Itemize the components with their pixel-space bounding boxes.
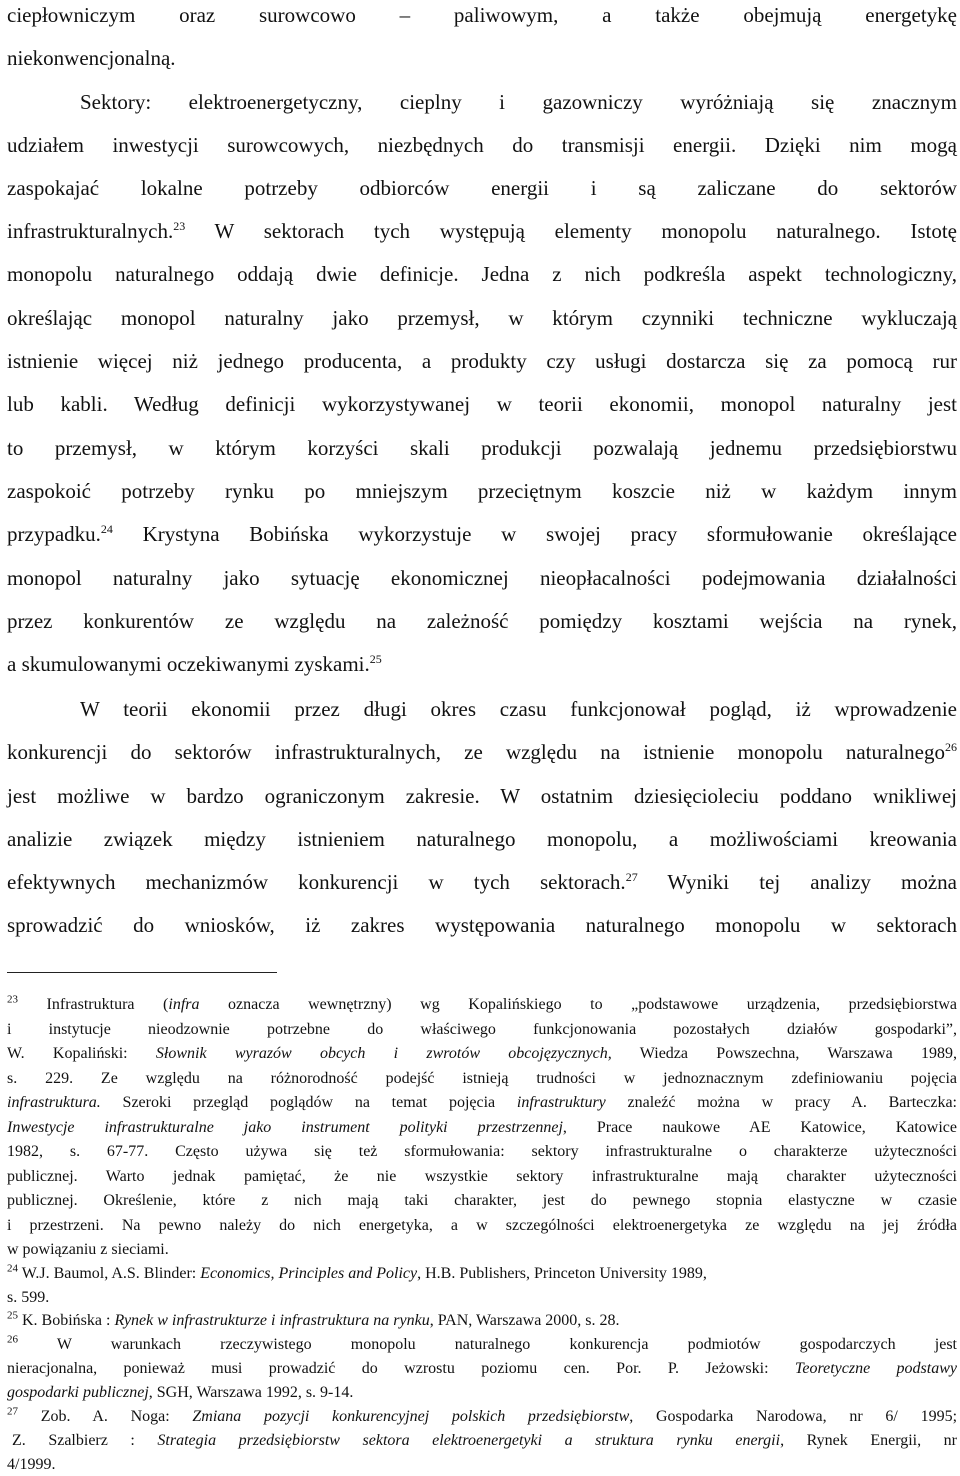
body-line-7: monopolu naturalnego oddają dwie definicje. Jedna z nich podkreśla aspekt technologiczny, — [7, 262, 957, 286]
footnote-23-line-2: i instytucje nieodzownie potrzebne do właściwego funkcjonowania pozostałych działów gospodarki”, — [7, 1021, 957, 1038]
footnote-ref-23[interactable]: 23 — [173, 219, 186, 233]
body-line-17: W teorii ekonomii przez długi okres czasu funkcjonował pogląd, iż wprowadzenie — [80, 697, 957, 721]
body-line-11: to przemysł, w którym korzyści skali produkcji pozwalają jednemu przedsiębiorstwu — [7, 436, 957, 460]
body-line-21 — [7, 869, 957, 895]
footnote-text: , PAN, Warszawa 2000, s. 28. — [429, 1312, 620, 1329]
footnote-text: Zob. A. Noga: — [18, 1408, 193, 1425]
footnote-italic: gospodarki publicznej — [7, 1384, 149, 1401]
body-text: a skumulowanymi oczekiwanymi zyskami. — [7, 652, 370, 676]
body-text: Wyniki tej analizy można — [637, 870, 957, 894]
body-text: przypadku. — [7, 522, 101, 546]
footnote-italic: infrastruktury — [516, 1094, 606, 1111]
body-line-8: określając monopol naturalny jako przemysł, w którym czynniki techniczne wykluczają — [7, 306, 957, 330]
body-text: Krystyna Bobińska wykorzystuje w swojej pracy sformułowanie określające — [112, 522, 957, 546]
footnote-italic: Inwestycje infrastrukturalne jako instrument polityki przestrzennej — [7, 1119, 563, 1136]
footnote-number: 27 — [7, 1405, 18, 1418]
footnote-26-line-1 — [7, 1335, 957, 1355]
footnote-23-line-1 — [7, 995, 957, 1015]
footnote-italic: infra — [168, 996, 200, 1013]
footnote-27-line-3: 4/1999. — [7, 1456, 56, 1473]
footnote-23-line-9: publicznej. Określenie, które z nich mają taki charakter, jest do pewnego stopnia elastyczne w czasie — [7, 1192, 957, 1209]
footnote-text: , Gospodarka Narodowa, nr 6/ 1995; — [629, 1408, 958, 1425]
footnote-number: 24 — [7, 1262, 18, 1275]
body-line-9: istnienie więcej niż jednego producenta, a produkty czy usługi dostarcza się za pomocą rur — [7, 349, 957, 373]
footnote-number: 23 — [7, 993, 18, 1006]
footnote-27-line-2 — [12, 1431, 957, 1451]
footnote-text: , SGH, Warszawa 1992, s. 9-14. — [148, 1384, 354, 1401]
footnote-26-line-3 — [7, 1383, 957, 1403]
body-line-20: analizie związek między istnieniem naturalnego monopolu, a możliwościami kreowania — [7, 827, 957, 851]
footnote-italic: Teoretyczne podstawy — [794, 1360, 957, 1377]
footnote-number: 26 — [7, 1333, 18, 1346]
footnote-26-line-2 — [7, 1359, 957, 1379]
body-line-2: niekonwencjonalną. — [7, 46, 176, 70]
footnote-text: , Rynek Energii, nr — [780, 1432, 958, 1449]
body-text: W sektorach tych występują elementy monopolu naturalnego. Istotę — [185, 219, 957, 243]
footnote-24-line-1 — [7, 1264, 957, 1284]
body-line-13 — [7, 521, 957, 547]
footnote-text: znaleźć można w pracy A. Barteczka: — [605, 1094, 957, 1111]
footnote-24-line-2: s. 599. — [7, 1289, 50, 1306]
body-line-1: ciepłowniczym oraz surowcowo – paliwowym, a także obejmują energetykę — [7, 3, 957, 27]
footnote-italic: Słownik wyrazów obcych i zwrotów obcojęzycznych, — [155, 1045, 612, 1062]
footnote-text: , Prace naukowe AE Katowice, Katowice — [562, 1119, 957, 1136]
footnote-text: , H.B. Publishers, Princeton University 1989, — [417, 1265, 707, 1282]
footnote-23-line-10: i przestrzeni. Na pewno należy do nich energetyka, a w szczególności elektroenergetyka ze względu na jej źródła — [7, 1217, 957, 1234]
body-line-16 — [7, 651, 957, 677]
body-line-3: Sektory: elektroenergetyczny, cieplny i gazowniczy wyróżniają się znacznym — [80, 90, 957, 114]
body-line-19: jest możliwe w bardzo ograniczonym zakresie. W ostatnim dziesięcioleciu poddano wnikliwej — [7, 784, 957, 808]
footnote-25-line-1 — [7, 1311, 957, 1331]
footnote-italic: Rynek w infrastrukturze i infrastruktura na rynku — [114, 1312, 430, 1329]
footnote-italic: Economics, Principles and Policy — [200, 1265, 418, 1282]
body-line-22: sprowadzić do wniosków, iż zakres występowania naturalnego monopolu w sektorach — [7, 913, 957, 937]
footnote-italic: infrastruktura. — [7, 1094, 101, 1111]
footnote-27-line-1 — [7, 1407, 957, 1427]
footnote-text: K. Bobińska : — [18, 1312, 115, 1329]
body-line-5: zaspokajać lokalne potrzeby odbiorców energii i są zaliczane do sektorów — [7, 176, 957, 200]
footnote-23-line-6 — [7, 1118, 957, 1138]
footnote-number: 25 — [7, 1309, 18, 1322]
body-line-12: zaspokoić potrzeby rynku po mniejszym przeciętnym koszcie niż w każdym innym — [7, 479, 957, 503]
footnote-23-line-4: s. 229. Ze względu na różnorodność podejść istnieją trudności w jednoznacznym zdefiniowaniu pojęcia — [7, 1070, 957, 1087]
footnote-text: W. Kopaliński: — [7, 1045, 156, 1062]
body-line-4: udziałem inwestycji surowcowych, niezbędnych do transmisji energii. Dzięki nim mogą — [7, 133, 957, 157]
footnote-text: nieracjonalna, ponieważ musi prowadzić do wzrostu poziomu cen. Por. P. Jeżowski: — [7, 1360, 795, 1377]
footnote-italic: Zmiana pozycji konkurencyjnej polskich przedsiębiorstw — [192, 1408, 630, 1425]
body-text: efektywnych mechanizmów konkurencji w tych sektorach. — [7, 870, 626, 894]
footnote-text: W.J. Baumol, A.S. Blinder: — [18, 1265, 201, 1282]
footnote-ref-26[interactable]: 26 — [945, 740, 957, 754]
footnote-text: Infrastruktura ( — [18, 996, 169, 1013]
footnote-text: Wiedza Powszechna, Warszawa 1989, — [611, 1045, 958, 1062]
footnote-ref-24[interactable]: 24 — [100, 522, 113, 536]
body-text: konkurencji do sektorów infrastrukturalnych, ze względu na istnienie monopolu naturalnego — [7, 740, 945, 764]
footnote-text: oznacza wewnętrzny) wg Kopalińskiego to „podstawowe urządzenia, przedsiębiorstwa — [199, 996, 957, 1013]
footnote-23-line-3 — [7, 1044, 957, 1064]
footnote-23-line-11: w powiązaniu z sieciami. — [7, 1241, 169, 1258]
footnote-separator — [7, 972, 277, 973]
footnote-23-line-8: publicznej. Warto jednak pamiętać, że nie wszystkie sektory infrastrukturalne mają charakter użyteczności — [7, 1168, 957, 1185]
footnote-ref-25[interactable]: 25 — [369, 652, 382, 666]
footnote-ref-27[interactable]: 27 — [625, 870, 638, 884]
body-line-18 — [7, 739, 957, 765]
body-text: infrastrukturalnych. — [7, 219, 174, 243]
body-line-10: lub kabli. Według definicji wykorzystywanej w teorii ekonomii, monopol naturalny jest — [7, 392, 957, 416]
body-line-15: przez konkurentów ze względu na zależność pomiędzy kosztami wejścia na rynek, — [7, 609, 957, 633]
footnote-italic: Strategia przedsiębiorstw sektora elektroenergetyki a struktura rynku energii — [157, 1432, 781, 1449]
body-line-6 — [7, 218, 957, 244]
footnote-text: Z. Szalbierz : — [12, 1432, 158, 1449]
footnote-23-line-5 — [7, 1093, 957, 1113]
footnote-text: W warunkach rzeczywistego monopolu naturalnego konkurencja podmiotów gospodarczych jest — [18, 1336, 957, 1353]
footnote-text: Szeroki przegląd poglądów na temat pojęcia — [100, 1094, 517, 1111]
footnote-23-line-7: 1982, s. 67-77. Często używa się też sformułowania: sektory infrastrukturalne o charakterze użyteczności — [7, 1143, 957, 1160]
body-line-14: monopol naturalny jako sytuację ekonomicznej nieopłacalności podejmowania działalności — [7, 566, 957, 590]
